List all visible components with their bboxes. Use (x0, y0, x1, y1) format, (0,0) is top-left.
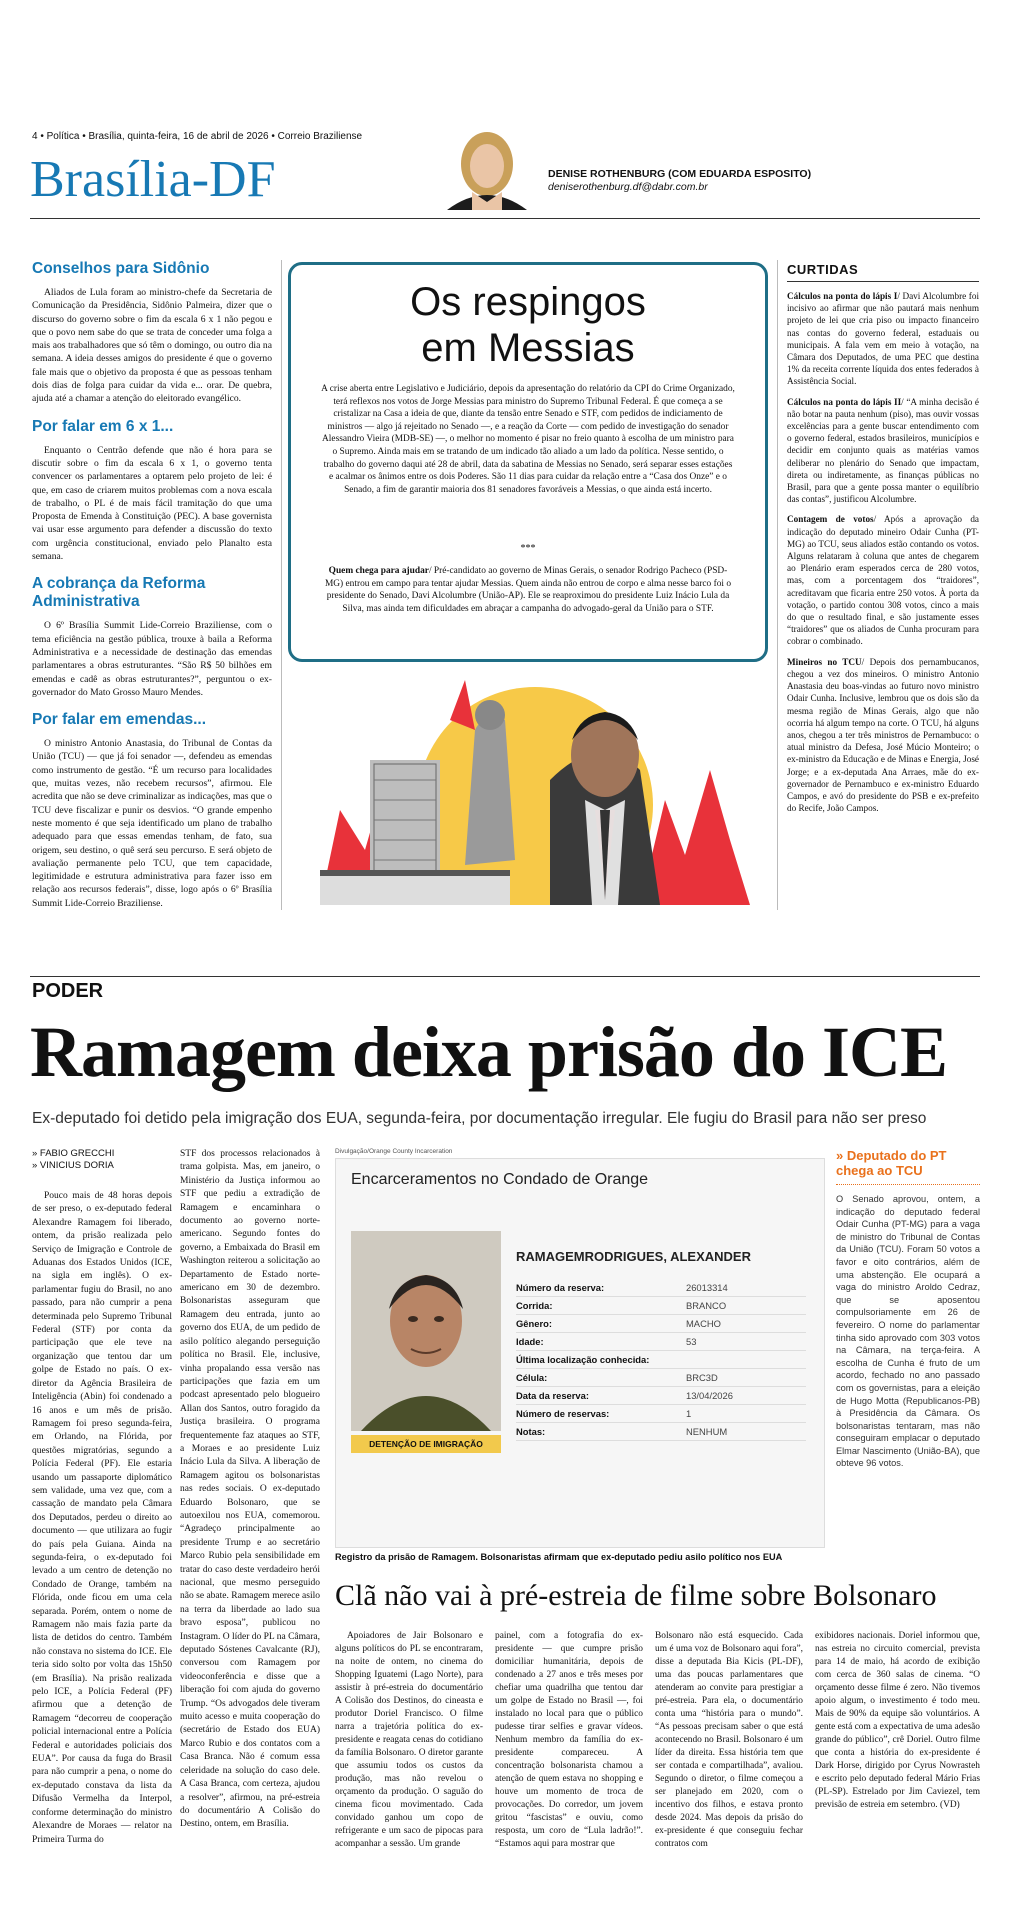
poder-dek: Ex-deputado foi detido pela imigração dos EUA, segunda-feira, por documentação irregular. Ele fugiu do Brasil para não ser preso (32, 1110, 927, 1127)
record-row: Número da reserva: 26013314 (516, 1279, 806, 1297)
photo-caption: Registro da prisão de Ramagem. Bolsonaristas afirmam que ex-deputado pediu asilo político nos EUA (335, 1552, 783, 1562)
poder-headline: Ramagem deixa prisão do ICE (30, 1012, 948, 1092)
sub-col-4: exibidores nacionais. Doriel informou que, nas estreia no circuito comercial, prevista para 14 de maio, há acordo de exibição com cerca de 360 salas de cinema. “O orçamento desse filme é zero. Não tivemos apoio algum, o investimento é todo meu. Mais de 90% da equipe são voluntários. A gente está com a expectativa de uma adesão grande do público”, crê Doriel. Outro filme que conta a história do ex-presidente é Dark Horse, dirigido por Cyrus Nowrasteh e escrito pelo deputado federal Mário Frias (PL-SP). Estrelado por Jim Caviezel, tem previsão de estreia em setembro. (VD) (815, 1631, 980, 1810)
photo-tag: DETENÇÃO DE IMIGRAÇÃO (351, 1435, 501, 1453)
record-row: Célula: BRC3D (516, 1369, 806, 1387)
curtidas-title: CURTIDAS (787, 262, 979, 282)
left-paragraph-2: Enquanto o Centrão defende que não é hora para se discutir sobre o fim da escala 6 x 1, o governo tenta convencer os parlamentares a optarem pelo projeto de lei: é que, em caso de criarem muitos problemas com a nova escala de trabalho, o PL é de mais fácil tramitação do que uma Proposta de Emenda à Constituição (PEC). A base governista vai usar esse argumento para defender a discussão do texto com urgência constitucional, enviado pelo Planalto esta semana. (32, 444, 272, 563)
record-row: Última localização conhecida: (516, 1351, 806, 1369)
poder-kicker: PODER (32, 980, 104, 1002)
curtidas-item: Cálculos na ponta do lápis I/ Davi Alcolumbre foi incisivo ao afirmar que não pautará mais nenhum projeto de lei que cria piso ou impacto financeiro nas contas do governo federal, estaduais ou municipais. A fala vem em meio à votação, na Câmara dos Deputados, de uma PEC que destina 1% da receita corrente líquida dos entes federados à Assistência Social. (787, 291, 979, 387)
article-col-1: Pouco mais de 48 horas depois de ser preso, o ex-deputado federal Alexandre Ramagem foi liberado, ontem, da prisão realizada pelo Serviço de Imigração e Controle de Aduanas dos Estados Unidos (ICE, na sigla em inglês). O ex-parlamentar fugiu do Brasil, no ano passado, para não cumprir a pena determinada pelo Supremo Tribunal Federal (STF) por conta da participação que ele teve na organização que tentou dar um golpe de Estado no país. O ex-diretor da Agência Brasileira de Inteligência (Abin) foi condenado a 16 anos e um mês de prisão. Ramagem foi preso segunda-feira, em Orlando, na Flórida, por questões migratórias, segundo a Polícia Federal (PF). Ele estaria usando um passaporte diplomático sem validade, uma vez que, com a cassação de mandato pela Câmara dos Deputados, perdeu o direito ao documento — que utilizara ao fugir do país pela Guiana. Ainda na segunda-feira, o ex-deputado foi levado a um centro de detenção no Condado de Orange, também na Flórida, onde ficou em uma cela separada. Porém, ontem o nome de Ramagem não mais fazia parte da lista de detidos do centro. Também não constava no sistema do ICE. Ele teria sido solto por volta das 15h50 (em Brasília). Na prisão realizada pelo ICE, a Polícia Federal (PF) afirmou que a detenção de Ramagem “decorreu de cooperação policial internacional entre a Polícia Federal e autoridades policiais dos EUA”. Por causa da fuga do Brasil para não cumprir a pena, o nome do ex-deputado constava da lista da Difusão Vermelha da Interpol, conforme determinação do ministro Alexandre de Moraes — relator na Primeira Turma do (32, 1191, 172, 1845)
tcu-box (836, 1148, 980, 1470)
tcu-box-title: » Deputado do PT chega ao TCU (836, 1148, 980, 1185)
sub-col-3: Bolsonaro não está esquecido. Cada um é uma voz de Bolsonaro aqui fora”, disse a deputada Bia Kicis (PL-DF), uma das poucas parlamentares que atenderam ao convite para prestigiar a pré-estreia. Para ela, o documentário conta uma “história para o mundo”. “As pessoas precisam saber o que está acontecendo no Brasil. Bolsonaro é um líder da direita. Essa história tem que ser contada e compartilhada”, avaliou. Segundo o diretor, o filme começou a ser planejado em 2020, com o incentivo dos filhos, e estava pronto desde 2024. Mas depois da prisão do ex-presidente é que conseguiu fechar contratos com (655, 1631, 803, 1849)
record-row: Notas: NENHUM (516, 1423, 806, 1441)
left-heading-3: A cobrança da Reforma Administrativa (32, 575, 206, 611)
section-title: Brasília-DF (30, 151, 276, 208)
feature-paragraph-2: Quem chega para ajudar/ Pré-candidato ao governo de Minas Gerais, o senador Rodrigo Pacheco (PSD-MG) entrou em campo para tentar ajudar Messias. Quem ainda não entrou de corpo e alma nesse barco foi o presidente do Senado, Davi Alcolumbre (União-AP). Ele se reaproximou do presidente Luiz Inácio Lula da Silva, mas ainda tem dificuldades em abraçar a campanha do advogado-geral da União para o STF. (324, 566, 732, 614)
curtidas-item: Contagem de votos/ Após a aprovação da indicação do deputado mineiro Odair Cunha (PT-MG) ao TCU, seus aliados estão contando os votos. Alguns relataram à coluna que antes de chegarem ao Plenário eram esperados cerca de 280 votos, mas, com a porcentagem dos “traidores”, acreditavam que ficaria entre 250 votos. À porta da votação, o partido contou 308 votos, cinco a mais do que o resultado final, e são justamente esses “traidores” que os aliados de Cunha procuram para cobrar o combinado. (787, 514, 979, 647)
curtidas-item: Cálculos na ponta do lápis II/ “A minha decisão é não botar na pauta nenhum (piso), mas ouvir vossas excelências para a gente buscar entendimento com o governo federal, estados brasileiros, municípios e decidir em conjunto quais as matérias vamos deliberar no plenário do Senado que impactam, direta ou indiretamente, as finanças públicas no Brasil, para que a gente possa manter o equilíbrio das contas”, justificou Alcolumbre. (787, 396, 979, 505)
left-heading-2: Por falar em 6 x 1... (32, 417, 174, 435)
column-divider-left (281, 260, 282, 910)
columnist-email[interactable]: deniserothenburg.df@dabr.com.br (548, 181, 708, 193)
left-paragraph-3: O 6º Brasília Summit Lide-Correio Braziliense, com o tema eficiência na gestão pública, trouxe à baila a Reforma Administrativa e a necessidade de destinação das emendas parlamentares a obras estruturantes. “São R$ 50 bilhões em emendas e cadê as obras estruturantes?”, perguntou o ex-governador do Mato Grosso Mauro Mendes. (32, 620, 272, 698)
arrest-record (335, 1158, 825, 1548)
record-row: Gênero: MACHO (516, 1315, 806, 1333)
record-row: Idade: 53 (516, 1333, 806, 1351)
byline: » FABIO GRECCHI » VINICIUS DORIA (32, 1148, 115, 1171)
record-title: Encarceramentos no Condado de Orange (351, 1171, 649, 1188)
photo-credit: Divulgação/Orange County Incarceration (335, 1148, 453, 1155)
folio: 4 • Política • Brasília, quinta-feira, 16 de abril de 2026 • Correio Braziliense (32, 131, 363, 142)
curtidas-item: Mineiros no TCU/ Depois dos pernambucanos, chegou a vez dos mineiros. O ministro Antonio Anastasia deu boas-vindas ao futuro novo ministro Odair Cunha. Inclusive, lembrou que os dois são da mesma região de Minas Gerais, algo que não ocorria há algum tempo na corte. O TCU, há alguns anos, chegou a ter três ministros de Pernambuco: o atual ministro da Defesa, José Múcio Monteiro; o ex-ministro da Educação e de Minas e Energia, José Jorge; e a ex-deputada Ana Arraes, mãe do ex-governador de Pernambuco e ex-ministro Eduardo Campos, e avó do presidente do PSB e ex-prefeito do Recife, João Campos. (787, 656, 979, 814)
left-paragraph-4: O ministro Antonio Anastasia, do Tribunal de Contas da União (TCU) — que já foi senador —, defendeu as emendas como instrumento de gestão. “É um recurso para localidades que, muitas vezes, não recebem recursos”, afirmou. Ele acredita que não se deve criminalizar as indicações, mas que o TCU deve fiscalizar e punir os desvios. “O grande empenho neste momento é que seja identificado um plano de trabalho adequado para que essas emendas tenham, de fato, sua origem, seu destino, o quê será seu percurso. E será objeto de avaliação permanente pelo TCU, que tem capacidade, legitimidade e estrutura administrativa para fazer isso em relação aos recursos federais”, disse, logo após o 6º Brasília Summit Lide-Correio Braziliense. (32, 738, 272, 909)
columnist-name: DENISE ROTHENBURG (COM EDUARDA ESPOSITO) (548, 168, 812, 180)
record-row: Data da reserva: 13/04/2026 (516, 1387, 806, 1405)
left-heading-1: Conselhos para Sidônio (32, 260, 210, 277)
feature-box (288, 262, 768, 662)
feature-lead: Quem chega para ajudar (328, 566, 429, 576)
article-col-2: STF dos processos relacionados à trama golpista. Mas, em janeiro, o Ministério da Justiça informou ao STF que pediu a extradição de Ramagem e encaminhara o documento ao governo norte-americano. Segundo fontes do governo, a Embaixada do Brasil em Washington reiterou a solicitação ao Departamento de Estado norte-americano em 30 de dezembro. Bolsonaristas asseguram que Ramagem deu entrada, junto ao governo dos EUA, de um pedido de asilo político alegando perseguição política no Brasil. Ele, inclusive, vinha propalando essa versão nas participações que fazia em um podcast apresentado pelo blogueiro Allan dos Santos, outro foragido da Justiça brasileira. O programa frequentemente faz ataques ao STF, a Moraes e ao presidente Luiz Inácio Lula da Silva. A liberação de Ramagem agitou os bolsonaristas nas redes sociais. O ex-deputado Eduardo Bolsonaro, que se autoexilou nos EUA, comemorou. “Agradeço principalmente ao presidente Trump e ao secretário Marco Rubio pela sensibilidade em tratar do caso deste verdadeiro herói nacional, que mesmo perseguido não se abate. Ramagem merece asilo na terra da liberdade ao lado sua bravo esposa”, publicou no Instagram. O líder do PL na Câmara, deputado Sóstenes Cavalcante (RJ), conversou com Ramagem por videoconferência e disse que a liberação foi com ajuda do governo Trump. “Os advogados dele tiveram muito acesso e muita cooperação do (secretário de Estado dos EUA) Marco Rubio e dos contatos com a Casa Branca. Não é comum essa celeridade na solução do caso dele. A Casa Branca, com certeza, ajudou a resolver”, afirmou, na pré-estreia do documentário A Colisão do Destino, ontem, em Brasília. (180, 1149, 320, 1830)
record-name: RAMAGEMRODRIGUES, ALEXANDER (516, 1249, 751, 1264)
left-heading-4: Por falar em emendas... (32, 711, 207, 729)
poder-rule (30, 976, 980, 977)
sub-col-1: Apoiadores de Jair Bolsonaro e alguns políticos do PL se encontraram, na noite de ontem, no cinema do Shopping Iguatemi (Lago Norte), para assistir à pré-estreia do documentário A Colisão dos Destinos, do cineasta e produtor Doriel Francisco. O filme narra a trajetória política do ex-presidente e reagata cenas do cotidiano da família Bolsonaro. O diretor garante que assumiu todos os custos da produção, mas não revelou o orçamento da produção. O saguão do cinema ficou movimentado. Cada convidado ganhou um copo de refrigerante e um saco de pipocas para acompanhar a sessão. Um grande (335, 1631, 483, 1849)
left-column (32, 260, 272, 910)
column-divider-right (777, 260, 778, 910)
columnist-photo (432, 122, 542, 210)
record-row: Corrida: BRANCO (516, 1297, 806, 1315)
record-row: Número de reservas: 1 (516, 1405, 806, 1423)
mugshot (351, 1231, 501, 1431)
feature-illustration (300, 660, 770, 905)
curtidas-column (787, 262, 979, 814)
record-table (516, 1279, 806, 1441)
header-rule (30, 218, 980, 219)
sub-col-2: painel, com a fotografia do ex-presidente — que cumpre prisão domiciliar humanitária, depois de condenado a 27 anos e três meses por chefiar uma quadrilha que tentou dar um golpe de Estado no Brasil —, foi instalado no local para que o público pudesse tirar selfies e gravar vídeos. Nenhum membro da família do ex-presidente compareceu. A concentração bolsonarista chamou a atenção de quem estava no shopping e houve um momento de troca de provocações. Do corredor, um jovem gritou “fascistas” e ouviu, como resposta, um coro de “Lula ladrão!”. “Estamos aqui para mostrar que (495, 1631, 643, 1849)
feature-title: Os respingos em Messias (410, 280, 646, 370)
feature-paragraph-1: A crise aberta entre Legislativo e Judiciário, depois da apresentação do relatório da CPI do Crime Organizado, terá reflexos nos votos de Jorge Messias para ministro do Supremo Tribunal Federal. É que começa a se cristalizar na Casa a ideia de que, diante da tensão entre Senado e STF, com pedidos de indiciamento de ministros — algo já rejeitado no Senado —, e a reação da Corte — com pedido de investigação do senador Alessandro Vieira (MDB-SE) —, o melhor no momento é pisar no freio quanto à escolha de um ministro para o Supremo. Ainda mais em se tratando de um indicado tão aliado a um lado da política. Nesse sentido, o trabalho do governo daqui até 28 de abril, data da sabatina de Messias no Senado, será separar esses estações e acalmar os ânimos entre os dois Poderes. São 11 dias para cuidar da relação entre a “Casa dos Onze” e o Senado, a fim de garantir maioria dos 81 senadores favoráveis a Messias, o que ainda está incerto. (321, 384, 735, 495)
left-paragraph-1: Aliados de Lula foram ao ministro-chefe da Secretaria de Comunicação da Presidência, Sidônio Palmeira, dizer que o discurso do governo sobre o fim da escala 6 x 1 não pegou e que o povo nem sabe do que se trata de conceder uma folga a mais aos trabalhadores que só têm o domingo, ou outro dia na semana. A ideia desses amigos do presidente é que o governo fale mais que o objetivo da proposta é que as pessoas tenham dois dias de folga para cuidar da vida e... orar. De quebra, ajuda até a chamar a atenção do eleitorado evangélico. (32, 287, 272, 405)
feature-separator: *** (520, 543, 536, 554)
sub-headline: Clã não vai à pré-estreia de filme sobre Bolsonaro (335, 1579, 937, 1612)
tcu-box-text: O Senado aprovou, ontem, a indicação do deputado federal Odair Cunha (PT-MG) para a vaga de ministro do Tribunal de Contas da União (TCU). Foram 50 votos a favor e oito contrários, além de uma abstenção. Ele ocupará a vaga do ministro Aroldo Cedraz, que se aposentou compulsoriamente em 26 de fevereiro. O nome do parlamentar tinha sido aprovado com 303 votos na Câmara, na terça-feira. A escolha de Cunha é fruto de um acordo, fechado no ano passado com os governistas, para a eleição de Hugo Motta (Republicanos-PB) à Presidência da Câmara. Os bolsonaristas tentaram, mas não conseguiram emplacar o deputado Elmar Nascimento (União-BA), que obteve 96 votos. (836, 1194, 980, 1469)
